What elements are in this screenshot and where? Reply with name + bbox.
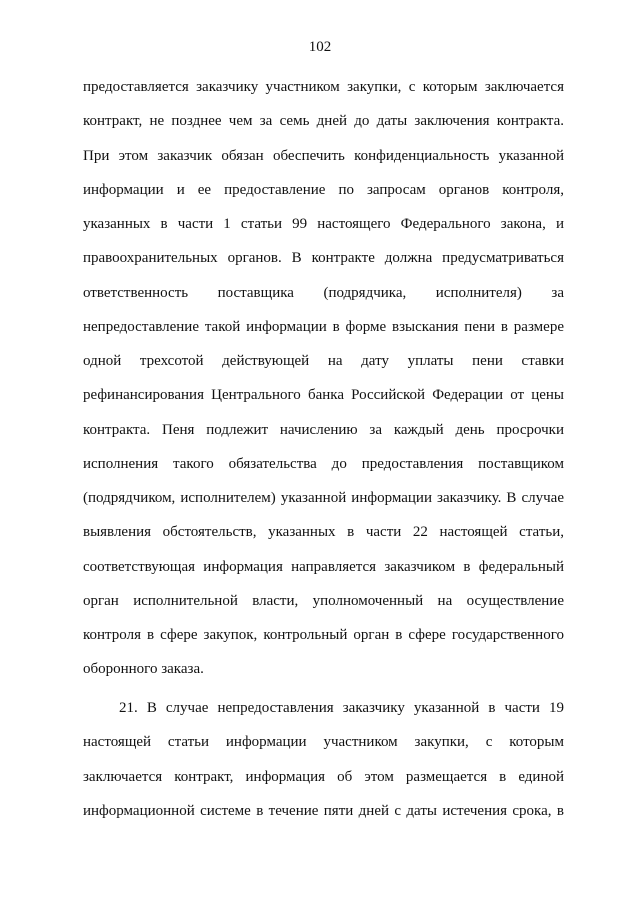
- text-line: предоставляется заказчику участником закупки, с которым заключается: [83, 79, 564, 95]
- text-line: рефинансирования Центрального банка Российской Федерации от цены: [83, 387, 564, 404]
- text-line: непредоставление такой информации в форме взыскания пени в размере: [83, 318, 564, 335]
- text-line: одной трехсотой действующей на дату уплаты пени ставки: [83, 353, 564, 369]
- text-line: заключается контракт, информация об этом размещается в единой: [83, 768, 564, 785]
- text-line: орган исполнительной власти, уполномоченный на осуществление: [83, 592, 564, 609]
- paragraph-21: [83, 691, 564, 828]
- text-line: контроля в сфере закупок, контрольный орган в сфере государственного: [83, 627, 564, 643]
- text-line: выявления обстоятельств, указанных в части 22 настоящей статьи,: [83, 524, 564, 541]
- text-line: При этом заказчик обязан обеспечить конфиденциальность указанной: [83, 147, 564, 164]
- text-line: ответственность поставщика (подрядчика, исполнителя) за: [83, 284, 564, 301]
- text-line: информационной системе в течение пяти дней с даты истечения срока, в: [83, 802, 564, 819]
- text-line: соответствующая информация направляется заказчиком в федеральный: [83, 558, 564, 575]
- paragraph-continuation: [83, 70, 564, 687]
- text-line: настоящей статьи информации участником закупки, с которым: [83, 734, 564, 751]
- text-line: (подрядчиком, исполнителем) указанной информации заказчику. В случае: [83, 490, 564, 506]
- text-line: информации и ее предоставление по запросам органов контроля,: [83, 181, 564, 198]
- text-line: правоохранительных органов. В контракте должна предусматриваться: [83, 250, 564, 267]
- text-line: исполнения такого обязательства до предоставления поставщиком: [83, 455, 564, 472]
- text-line: контракт, не позднее чем за семь дней до даты заключения контракта.: [83, 113, 564, 130]
- text-line: 21. В случае непредоставления заказчику указанной в части 19: [119, 700, 564, 716]
- text-line: указанных в части 1 статьи 99 настоящего Федерального закона, и: [83, 216, 564, 232]
- text-line: оборонного заказа.: [83, 661, 204, 678]
- page-number: 102: [308, 39, 332, 55]
- text-line: контракта. Пеня подлежит начислению за каждый день просрочки: [83, 421, 564, 438]
